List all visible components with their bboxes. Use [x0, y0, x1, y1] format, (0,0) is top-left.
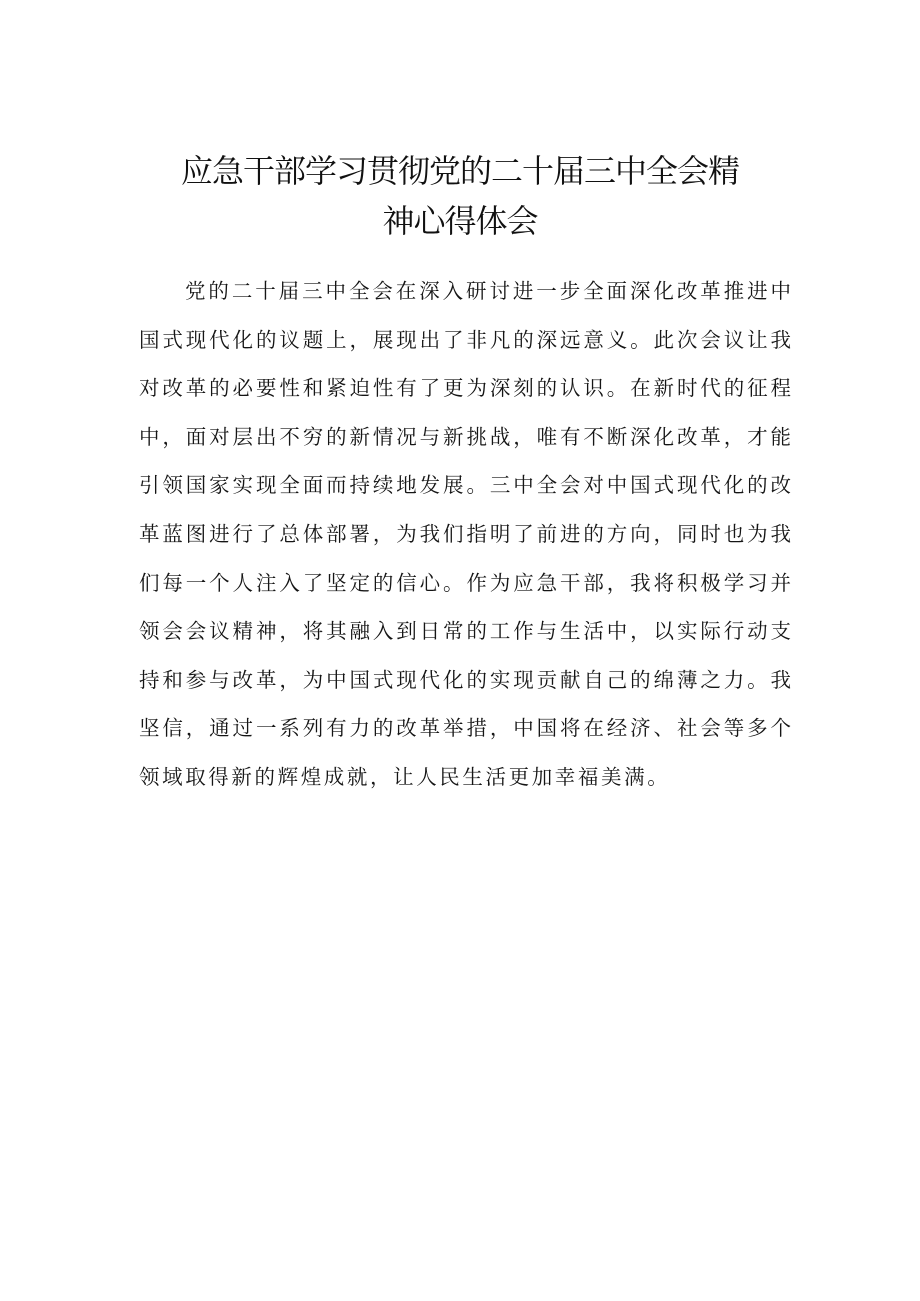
- document-title: [120, 146, 800, 246]
- body-paragraph: [139, 267, 791, 802]
- body-line-5: 引领国家实现全面而持续地发展。三中全会对中国式现代化的改: [139, 473, 791, 498]
- body-line-3: 对改革的必要性和紧迫性有了更为深刻的认识。在新时代的征程: [139, 376, 791, 401]
- body-line-7: 们每一个人注入了坚定的信心。作为应急干部，我将积极学习并: [139, 570, 791, 595]
- body-line-2: 国式现代化的议题上，展现出了非凡的深远意义。此次会议让我: [139, 327, 791, 352]
- body-line-9: 持和参与改革，为中国式现代化的实现贡献自己的绵薄之力。我: [139, 667, 791, 692]
- title-line-2: 神心得体会: [382, 202, 538, 240]
- body-line-6: 革蓝图进行了总体部署，为我们指明了前进的方向，同时也为我: [139, 521, 791, 546]
- body-line-1: 党的二十届三中全会在深入研讨进一步全面深化改革推进中: [185, 279, 791, 303]
- body-line-10: 坚信，通过一系列有力的改革举措，中国将在经济、社会等多个: [139, 716, 791, 741]
- title-line-1: 应急干部学习贯彻党的二十届三中全会精: [180, 152, 739, 190]
- body-line-4: 中，面对层出不穷的新情况与新挑战，唯有不断深化改革，才能: [139, 424, 791, 449]
- body-line-11: 领域取得新的辉煌成就，让人民生活更加幸福美满。: [139, 764, 671, 789]
- body-line-8: 领会会议精神，将其融入到日常的工作与生活中，以实际行动支: [139, 619, 791, 644]
